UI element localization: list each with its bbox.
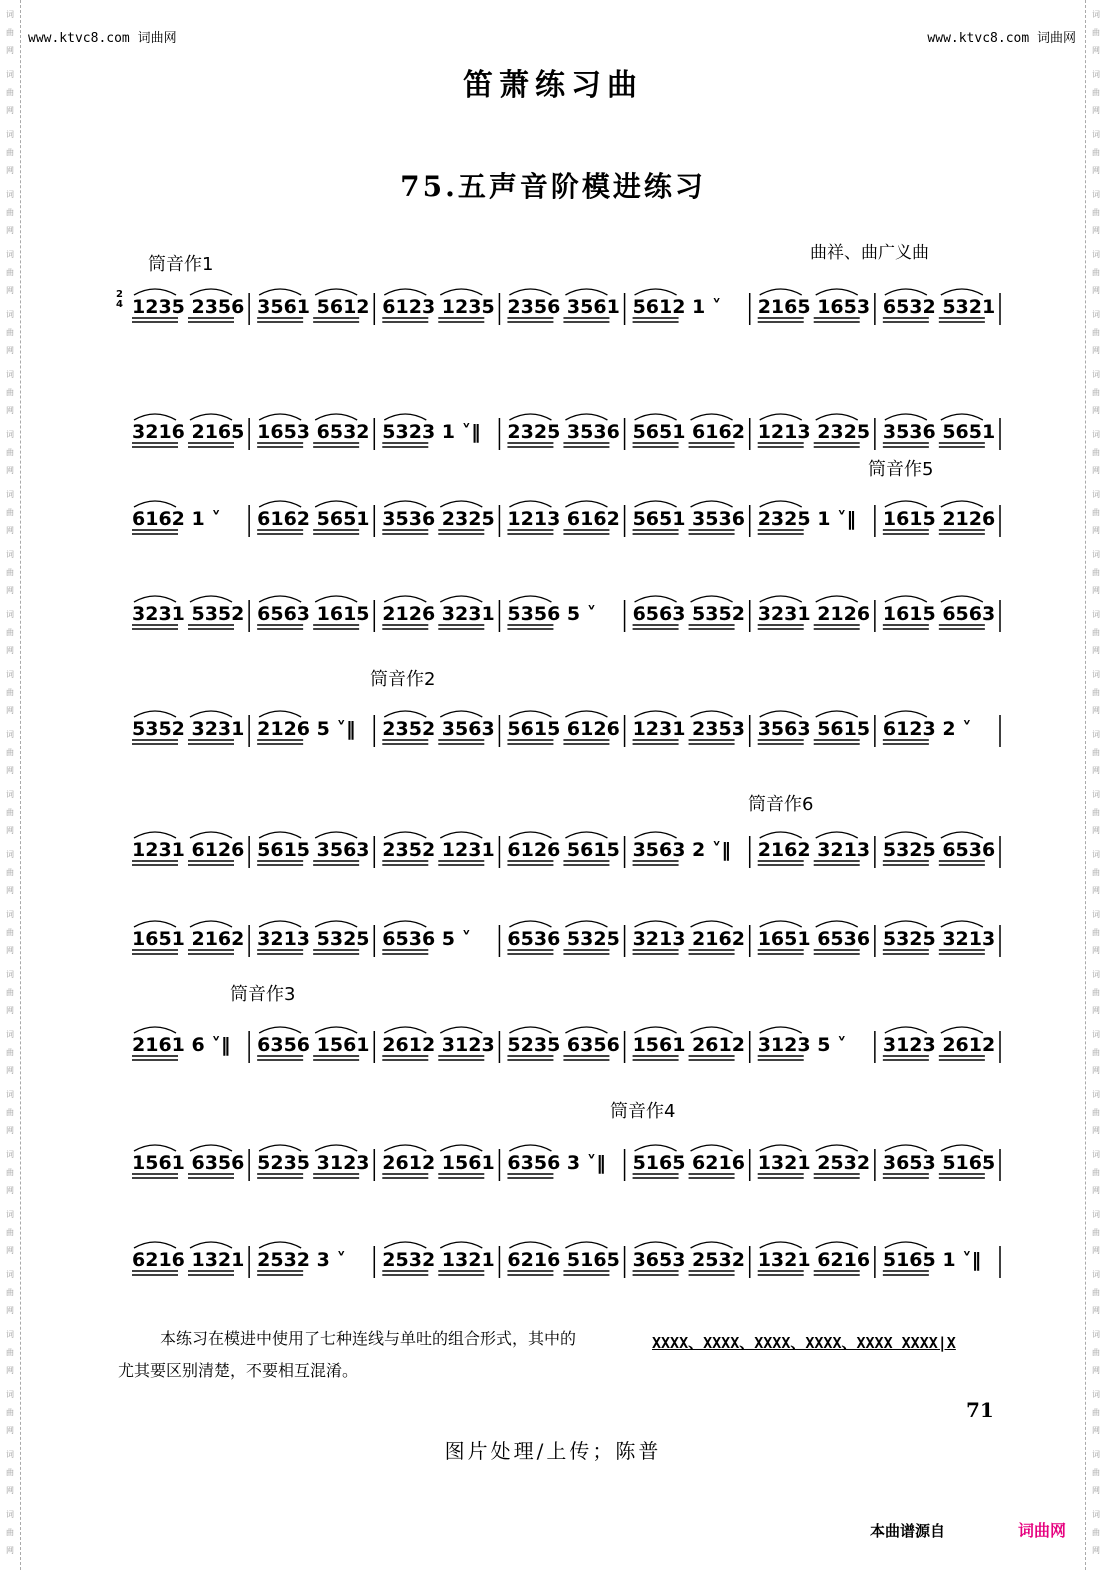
staff-row [128,707,1004,757]
measure-notes: 2356 3561 [507,296,620,318]
slur-arc [760,711,802,717]
slur-arc [635,596,677,602]
slur-arc [259,832,301,838]
description-text-2: 尤其要区别清楚，不要相互混淆。 [118,1361,359,1380]
slur-arc [509,501,551,507]
slur-arc [384,501,426,507]
watermark-text: 词 曲 网 [1092,1270,1100,1315]
slur-arc [134,596,176,602]
measure-notes: 5615 6126 [507,718,620,740]
slur-arc [384,711,426,717]
slur-arc [941,501,983,507]
watermark-text: 词 曲 网 [1092,1390,1100,1435]
slur-arc [259,1145,301,1151]
staff-row [128,410,1004,460]
site-url-left[interactable]: www.ktvc8.com 词曲网 [28,31,177,46]
measure-notes: 1213 6162 [507,508,620,530]
right-watermark-strip [1085,0,1106,1570]
slur-arc [816,711,858,717]
slur-arc [384,832,426,838]
watermark-text: 词 曲 网 [6,70,14,115]
slur-arc [941,1145,983,1151]
slur-arc [885,1145,927,1151]
slur-arc [691,1145,733,1151]
slur-arc [190,711,232,717]
slur-arc [134,711,176,717]
watermark-text: 词 曲 网 [6,370,14,415]
watermark-text: 词 曲 网 [6,850,14,895]
slur-arc [691,921,733,927]
watermark-text: 词 曲 网 [6,790,14,835]
measure-notes: 1651 2162 [132,928,245,950]
measure-notes: 3653 2532 [632,1249,745,1271]
slur-arc [885,1242,927,1248]
slur-arc [760,414,802,420]
measure-notes: 3213 2162 [632,928,745,950]
page-title: 笛萧练习曲 [463,68,643,103]
slur-arc [190,596,232,602]
slur-arc [885,501,927,507]
left-watermark-strip [0,0,21,1570]
slur-arc [190,1242,232,1248]
slur-arc [691,711,733,717]
watermark-text: 词 曲 网 [6,1330,14,1375]
watermark-text: 词 曲 网 [6,670,14,715]
measure-notes: 1321 6216 [757,1249,871,1271]
slur-arc [816,1145,858,1151]
slur-arc [635,832,677,838]
slur-arc [885,414,927,420]
measure-notes: 1653 6532 [257,421,370,443]
staff-row [128,828,1004,878]
slur-arc [565,1027,607,1033]
watermark-text: 词 曲 网 [1092,190,1100,235]
watermark-text: 词 曲 网 [1092,850,1100,895]
slur-arc [885,921,927,927]
watermark-text: 词 曲 网 [6,1030,14,1075]
measure-notes: 1615 2126 [882,508,996,530]
measure-notes: 2612 1561 [382,1152,495,1174]
slur-arc [635,414,677,420]
slur-arc [760,501,802,507]
section-mark: 筒音作2 [370,669,436,690]
watermark-text: 词 曲 网 [1092,1150,1100,1195]
measure-notes: 5356 5 ˅ [507,603,597,625]
measure-notes: 5615 3563 [257,839,370,861]
watermark-text: 词 曲 网 [1092,730,1100,775]
measure-notes: 1213 2325 [757,421,871,443]
staff-row [128,1141,1004,1191]
measure-notes: 2126 3231 [382,603,495,625]
site-logo[interactable]: 词曲网 [1018,1521,1067,1540]
measure-notes: 6536 5325 [507,928,620,950]
measure-notes: 3653 5165 [882,1152,996,1174]
slur-arc [691,1027,733,1033]
slur-arc [509,1027,551,1033]
slur-arc [315,414,357,420]
slur-arc [315,1145,357,1151]
watermark-text: 词 曲 网 [1092,1210,1100,1255]
measure-notes: 3213 5325 [257,928,370,950]
staff-row [128,1238,1004,1288]
measure-notes: 2162 3213 [757,839,871,861]
slur-arc [259,501,301,507]
measure-notes: 5165 1 ˅‖ [882,1249,982,1271]
slur-arc [509,711,551,717]
measure-notes: 3536 2325 [382,508,495,530]
watermark-text: 词 曲 网 [1092,670,1100,715]
slur-arc [315,501,357,507]
page-number: 71 [966,1398,994,1422]
watermark-text: 词 曲 网 [6,1150,14,1195]
watermark-text: 词 曲 网 [6,490,14,535]
measure-notes: 5325 3213 [882,928,996,950]
measure-notes: 1651 6536 [757,928,871,950]
measure-notes: 2532 1321 [382,1249,495,1271]
slur-arc [941,596,983,602]
measure-notes: 5323 1 ˅‖ [382,421,481,443]
watermark-text: 词 曲 网 [6,970,14,1015]
watermark-text: 词 曲 网 [1092,430,1100,475]
watermark-text: 词 曲 网 [6,1450,14,1495]
slur-arc [440,596,482,602]
section-mark: 筒音作4 [610,1101,676,1122]
measure-notes: 6162 1 ˅ [132,508,221,530]
watermark-text: 词 曲 网 [6,1090,14,1135]
slur-arc [885,1027,927,1033]
slur-arc [259,921,301,927]
slur-arc [440,1242,482,1248]
slur-arc [509,414,551,420]
watermark-text: 词 曲 网 [6,250,14,295]
measure-notes: 6162 5651 [257,508,370,530]
time-signature: 2 4 [116,289,123,310]
slur-arc [315,921,357,927]
watermark-text: 词 曲 网 [1092,490,1100,535]
measure-notes: 5651 6162 [632,421,745,443]
staff-row [128,917,1004,967]
slur-arc [384,921,426,927]
slur-arc [134,832,176,838]
watermark-text: 词 曲 网 [1092,1330,1100,1375]
measure-notes: 6532 5321 [882,296,996,318]
slur-arc [816,1242,858,1248]
measure-notes: 5352 3231 [132,718,245,740]
slur-arc [635,501,677,507]
measure-notes: 2161 6 ˅‖ [132,1034,231,1056]
watermark-text: 词 曲 网 [6,1270,14,1315]
measure-notes: 2165 1653 [757,296,871,318]
slur-arc [315,1027,357,1033]
watermark-text: 词 曲 网 [1092,250,1100,295]
measure-notes: 1615 6563 [882,603,996,625]
slur-arc [885,289,927,295]
watermark-text: 词 曲 网 [6,610,14,655]
site-url-right[interactable]: www.ktvc8.com 词曲网 [927,31,1076,46]
slur-arc [315,832,357,838]
slur-arc [190,1145,232,1151]
slur-arc [760,289,802,295]
watermark-text: 词 曲 网 [6,1510,14,1555]
slur-arc [885,596,927,602]
measure-notes: 5651 3536 [632,508,745,530]
measure-notes: 1231 2353 [632,718,745,740]
staff-row [128,497,1004,547]
slur-arc [565,921,607,927]
slur-arc [190,414,232,420]
slur-arc [190,832,232,838]
slur-arc [691,1242,733,1248]
slur-arc [635,1027,677,1033]
slur-arc [760,596,802,602]
measure-notes: 2612 3123 [382,1034,495,1056]
slur-arc [134,921,176,927]
measure-notes: 2532 3 ˅ [257,1249,346,1271]
slur-arc [134,1242,176,1248]
slur-arc [635,1242,677,1248]
measure-notes: 3563 2 ˅‖ [632,839,731,861]
watermark-text: 词 曲 网 [6,1390,14,1435]
measure-notes: 2325 3536 [507,421,620,443]
measure-notes: 5165 6216 [632,1152,745,1174]
slur-arc [509,921,551,927]
measure-notes: 6126 5615 [507,839,620,861]
watermark-text: 词 曲 网 [1092,790,1100,835]
measure-notes: 5325 6536 [882,839,996,861]
slur-arc [259,414,301,420]
exercise-title: 75.五声音阶模进练习 [400,170,706,203]
watermark-text: 词 曲 网 [1092,10,1100,55]
slur-arc [440,289,482,295]
slur-arc [760,1027,802,1033]
slur-arc [941,1027,983,1033]
measure-notes: 5612 1 ˅ [632,296,722,318]
watermark-text: 词 曲 网 [6,130,14,175]
measure-notes: 6536 5 ˅ [382,928,472,950]
slur-arc [635,289,677,295]
slur-arc [885,832,927,838]
slur-arc [509,1145,551,1151]
watermark-text: 词 曲 网 [1092,1510,1100,1555]
measure-notes: 3123 5 ˅ [757,1034,847,1056]
measure-notes: 5235 3123 [257,1152,370,1174]
watermark-text: 词 曲 网 [1092,550,1100,595]
measure-notes: 6123 1235 [382,296,495,318]
watermark-text: 词 曲 网 [1092,970,1100,1015]
watermark-text: 词 曲 网 [1092,910,1100,955]
slur-arc [190,289,232,295]
slur-arc [941,414,983,420]
measure-notes: 6356 1561 [257,1034,370,1056]
watermark-text: 词 曲 网 [6,1210,14,1255]
measure-notes: 2126 5 ˅‖ [257,718,356,740]
watermark-text: 词 曲 网 [6,190,14,235]
watermark-text: 词 曲 网 [6,430,14,475]
slur-arc [134,1145,176,1151]
upload-credit: 图片处理/上传；陈普 [444,1439,662,1463]
measure-notes: 3536 5651 [882,421,996,443]
slur-arc [941,832,983,838]
slur-arc [134,414,176,420]
slur-arc [565,289,607,295]
measure-notes: 1561 6356 [132,1152,245,1174]
watermark-text: 词 曲 网 [1092,1030,1100,1075]
measure-notes: 2325 1 ˅‖ [757,508,857,530]
slur-arc [134,501,176,507]
source-label: 本曲谱源自 [870,1522,946,1540]
measure-notes: 6216 1321 [132,1249,245,1271]
measure-notes: 6563 1615 [257,603,370,625]
slur-arc [635,711,677,717]
slur-arc [384,1145,426,1151]
measure-notes: 6123 2 ˅ [882,718,972,740]
slur-arc [315,289,357,295]
slur-arc [259,1027,301,1033]
measure-notes: 3216 2165 [132,421,245,443]
slur-arc [565,832,607,838]
slur-arc [760,1242,802,1248]
measure-notes: 3231 2126 [757,603,871,625]
section-mark: 筒音作3 [230,984,296,1005]
slur-arc [259,289,301,295]
measure-notes: 5235 6356 [507,1034,620,1056]
measure-notes: 3561 5612 [257,296,370,318]
measure-notes: 1321 2532 [757,1152,871,1174]
slur-arc [509,596,551,602]
slur-arc [816,289,858,295]
slur-arc [440,501,482,507]
slur-arc [384,414,426,420]
slur-arc [384,1242,426,1248]
slur-arc [816,596,858,602]
slur-arc [259,596,301,602]
slur-arc [509,832,551,838]
slur-arc [635,921,677,927]
measure-notes: 1561 2612 [632,1034,745,1056]
watermark-text: 词 曲 网 [6,310,14,355]
composer-credit: 曲祥、曲广义曲 [810,243,929,263]
slur-arc [384,289,426,295]
slur-arc [440,832,482,838]
slur-arc [440,1145,482,1151]
watermark-text: 词 曲 网 [1092,130,1100,175]
slur-arc [440,711,482,717]
slur-arc [134,1027,176,1033]
slur-arc [384,1027,426,1033]
slur-arc [816,921,858,927]
watermark-text: 词 曲 网 [1092,1090,1100,1135]
slur-arc [565,414,607,420]
slur-arc [760,832,802,838]
measure-notes: 3123 2612 [882,1034,996,1056]
slur-arc [440,1027,482,1033]
section-mark: 筒音作6 [748,794,814,815]
section-mark: 筒音作5 [868,459,934,480]
measure-notes: 6356 3 ˅‖ [507,1152,606,1174]
slur-arc [565,1242,607,1248]
watermark-text: 词 曲 网 [6,550,14,595]
slur-arc [941,921,983,927]
staff-row [128,285,1004,335]
measure-notes: 3231 5352 [132,603,245,625]
slur-arc [565,711,607,717]
slur-arc [509,1242,551,1248]
measure-notes: 6216 5165 [507,1249,620,1271]
staff-row [128,592,1004,642]
slur-arc [315,596,357,602]
slur-arc [384,596,426,602]
watermark-text: 词 曲 网 [1092,370,1100,415]
slur-arc [691,596,733,602]
slur-arc [760,1145,802,1151]
slur-arc [565,501,607,507]
measure-notes: 6563 5352 [632,603,745,625]
measure-notes: 1235 2356 [132,296,245,318]
watermark-text: 词 曲 网 [6,730,14,775]
description-patterns: XXXX、XXXX、XXXX、XXXX、XXXX XXXX|X [652,1334,956,1352]
watermark-text: 词 曲 网 [1092,610,1100,655]
slur-arc [885,711,927,717]
watermark-text: 词 曲 网 [1092,1450,1100,1495]
slur-arc [509,289,551,295]
slur-arc [134,289,176,295]
slur-arc [941,289,983,295]
slur-arc [760,921,802,927]
watermark-text: 词 曲 网 [1092,70,1100,115]
measure-notes: 2352 3563 [382,718,495,740]
slur-arc [691,414,733,420]
watermark-text: 词 曲 网 [6,910,14,955]
description-text: 本练习在模进中使用了七种连线与单吐的组合形式，其中的 [160,1329,577,1348]
watermark-text: 词 曲 网 [1092,310,1100,355]
watermark-text: 词 曲 网 [6,10,14,55]
slur-arc [816,414,858,420]
slur-arc [259,711,301,717]
slur-arc [816,832,858,838]
slur-arc [691,501,733,507]
slur-arc [635,1145,677,1151]
section-mark: 筒音作1 [148,254,214,275]
measure-notes: 1231 6126 [132,839,245,861]
staff-row [128,1023,1004,1073]
measure-notes: 2352 1231 [382,839,495,861]
measure-notes: 3563 5615 [757,718,871,740]
slur-arc [259,1242,301,1248]
slur-arc [190,921,232,927]
